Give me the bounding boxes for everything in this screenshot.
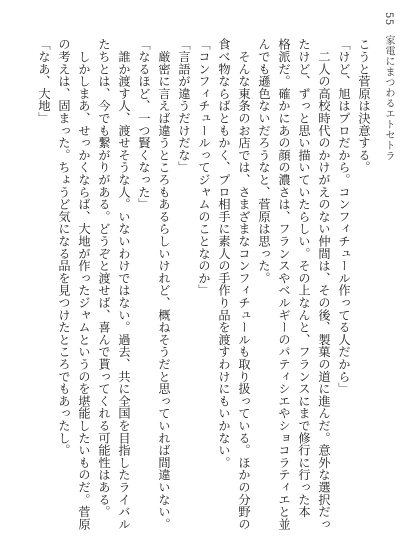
text-line: しかしまあ、せっかくならば、大地が作ったジャムというのを堪能したいものだ。菅原 <box>77 38 91 530</box>
text-line: そんな東条のお店では、さまざまなコンフィチュールも取り扱っている。ほかの分野の <box>237 38 251 530</box>
text-line: 「なあ、大地」 <box>37 38 51 125</box>
text-line: 二人の高校時代のかけがえのない仲間は、その後、製菓の道に進んだ。意外な選択だっ <box>317 38 331 530</box>
body-text <box>34 38 374 538</box>
text-line: こうと菅原は決意する。 <box>357 38 371 174</box>
text-line: の考えは、固まった。ちょうど気になる品を見つけたところでもあったし。 <box>57 38 71 457</box>
text-line: 「けど、旭はプロだから。コンフィチュール作ってる人だから」 <box>337 38 351 395</box>
text-line: 「なるほど、一つ賢くなった」 <box>137 38 151 211</box>
running-title: 家電にまつわるエトセトラ <box>383 35 394 162</box>
text-line: たけど、ずっと思い描いていたらしい。その上なんと、フランスにまで修行に行った本 <box>297 38 311 518</box>
page-number: 55 <box>383 12 394 26</box>
text-line: 厳密に言えば違うところもあるらしいけれど、概ねそうだと思っていれば間違いない。 <box>157 38 171 530</box>
running-head <box>382 12 394 161</box>
text-line: 誰か渡す人、渡せそうな人。いないわけではない。過去、共に全国を目指したライバル <box>117 38 131 530</box>
text-line: んでも遜色ないだろうなと、菅原は思った。 <box>257 38 271 284</box>
text-line: たちとは、今でも繋がりがある。どうぞと渡せば、喜んで貰ってくれる可能性はある。 <box>97 38 111 518</box>
text-line: 「コンフィチュールってジャムのことなのか」 <box>197 38 211 297</box>
text-line: 格派だ。確かにあの顔の濃さは、フランスやベルギーのパティシエやショコラティエと並 <box>277 38 291 530</box>
text-line: 食べ物ならばともかく、プロ相手に素人の手作り品を渡すわけにもいかない。 <box>217 38 231 469</box>
text-line: 「言語が違うだけだな」 <box>177 38 191 174</box>
